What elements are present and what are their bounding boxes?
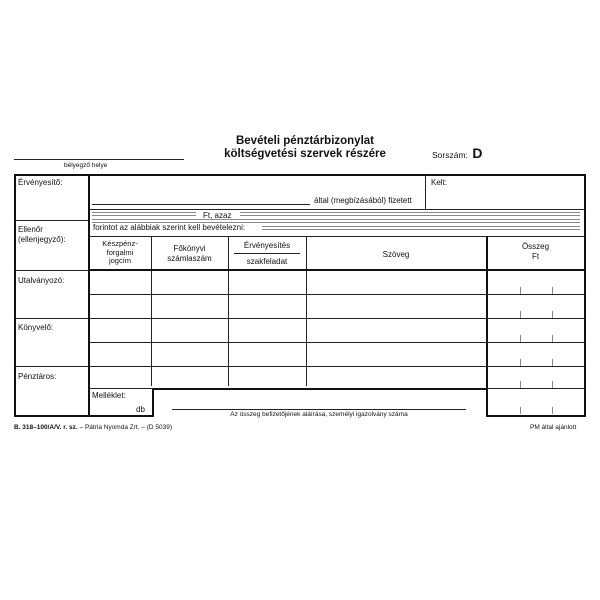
amount-line-1 — [92, 212, 196, 213]
utalvanyozo-label: Utalványozó: — [18, 276, 65, 285]
frame-bottom-left — [14, 415, 153, 417]
stamp-label: bélyegző helye — [64, 162, 108, 169]
melleklet-label: Melléklet: — [92, 391, 126, 400]
konyvelo-label: Könyvelő: — [18, 323, 54, 332]
form-title-line2: költségvetési szervek részére — [224, 148, 386, 160]
amount-tick-10 — [552, 381, 553, 388]
form-title-line1: Bevételi pénztárbizonylat — [235, 135, 375, 147]
melleklet-right — [152, 388, 154, 417]
col-header-split — [234, 253, 300, 254]
printer-info: – Pátria Nyomda Zrt. – (D 5039) — [77, 424, 173, 431]
row-line-3 — [89, 342, 585, 343]
penztaros-label: Pénztáros: — [18, 372, 57, 381]
col-header-fokonyvi — [151, 244, 228, 264]
form-code-number: B. 318–100/A/V. r. sz. — [14, 424, 78, 431]
amount-tick-6 — [552, 335, 553, 342]
col-divider-4 — [486, 236, 488, 417]
left-column-divider — [88, 174, 90, 417]
left-sep-3 — [15, 318, 88, 319]
melleklet-top-ledge — [152, 388, 486, 390]
ellenor-label-line1: Ellenőr — [18, 225, 43, 234]
full-line-1 — [92, 219, 580, 220]
col-header-kesz-line2: forgalmi — [106, 247, 134, 257]
amount-tick-8 — [552, 359, 553, 366]
left-sep-2 — [15, 270, 88, 271]
altal-text: által (megbízásából) fizetett — [314, 196, 412, 205]
col-header-fokonyvi-line2: számlaszám — [167, 254, 212, 263]
col-header-szoveg: Szöveg — [382, 250, 410, 259]
pm-note: PM által ajánlott — [530, 424, 577, 431]
words-line-1 — [240, 212, 580, 213]
col-header-osszeg — [487, 242, 584, 262]
left-sep-4 — [15, 366, 88, 367]
row-line-4 — [89, 366, 585, 367]
form-code — [14, 424, 172, 431]
frame-bottom-right — [486, 415, 586, 417]
table-header-top — [89, 236, 585, 237]
col-header-kesz-line1: Készpénz- — [102, 239, 138, 248]
col-header-ervenyesites: Érvényesítés — [243, 241, 291, 250]
frame-top — [14, 174, 586, 176]
db-label: db — [136, 405, 145, 414]
amount-tick-11 — [520, 407, 521, 414]
ellenor-label — [18, 225, 66, 245]
signature-line — [172, 409, 466, 410]
form-title — [210, 135, 400, 161]
forintot-line-1 — [262, 226, 580, 227]
amount-tick-12 — [552, 407, 553, 414]
amount-tick-4 — [552, 311, 553, 318]
frame-right — [584, 174, 586, 417]
forintot-line-2 — [262, 229, 580, 230]
kelt-label: Kelt: — [431, 178, 448, 187]
ervenyesito-label: Érvényesítő: — [18, 178, 63, 187]
left-sep-1 — [15, 220, 88, 221]
amount-tick-5 — [520, 335, 521, 342]
row-line-1 — [89, 294, 585, 295]
ellenor-label-line2: (ellenjegyző): — [18, 235, 66, 244]
serial-number — [432, 145, 482, 163]
amount-line-2 — [92, 215, 196, 216]
col-header-fokonyvi-line1: Főkönyvi — [173, 244, 206, 253]
stamp-line — [14, 159, 184, 160]
frame-left — [14, 174, 16, 417]
payer-line — [92, 204, 310, 205]
words-line-2 — [240, 215, 580, 216]
serial-letter: D — [472, 145, 483, 161]
col-header-kesz-line3: jogcím — [108, 256, 132, 265]
top-separator — [89, 209, 585, 210]
col-header-szakfeladat: szakfeladat — [246, 257, 288, 266]
ft-azaz-text: Ft, azaz — [203, 211, 232, 220]
serial-label: Sorszám: — [432, 150, 468, 160]
row-line-2 — [89, 318, 585, 319]
kelt-divider — [425, 175, 426, 210]
amount-tick-3 — [520, 311, 521, 318]
signature-note: Az összeg befizetőjének aláírása, személyi igazolvány száma — [230, 411, 408, 418]
col-header-kesz — [89, 240, 151, 266]
amount-tick-1 — [520, 287, 521, 294]
forintot-text: forintot az alábbiak szerint kell bevételezni: — [93, 223, 246, 232]
table-header-bottom — [89, 269, 585, 271]
col-header-ft-label: Ft — [531, 252, 540, 261]
amount-tick-7 — [520, 359, 521, 366]
amount-tick-2 — [552, 287, 553, 294]
amount-tick-9 — [520, 381, 521, 388]
col-header-osszeg-label: Összeg — [521, 242, 550, 251]
